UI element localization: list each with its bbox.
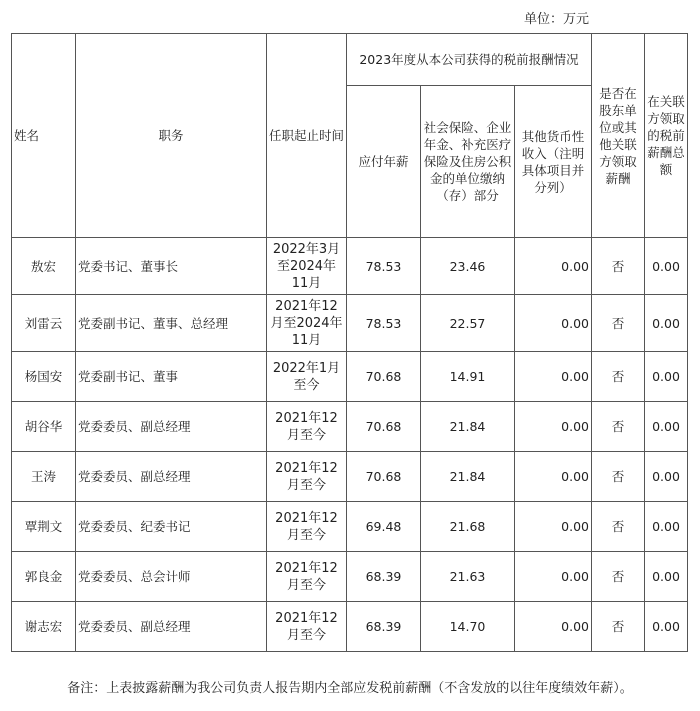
name-cell: 谢志宏 [12,602,76,652]
header-related: 是否在股东单位或其他关联方领取薪酬 [592,34,645,238]
title-cell: 党委副书记、董事 [76,352,267,402]
related-total-cell: 0.00 [645,402,688,452]
related-total-cell: 0.00 [645,502,688,552]
other-cell: 0.00 [515,502,592,552]
header-insurance: 社会保险、企业年金、补充医疗保险及住房公积金的单位缴纳（存）部分 [421,86,515,238]
footnote: 备注：上表披露薪酬为我公司负责人报告期内全部应发税前薪酬（不含发放的以往年度绩效年薪）。 [67,681,633,696]
table-row [12,552,688,602]
title-cell: 党委委员、副总经理 [76,452,267,502]
table-body [12,238,688,652]
period-cell: 2021年12月至今 [267,602,347,652]
header-title: 职务 [76,34,267,238]
related-cell: 否 [592,402,645,452]
header-related-total: 在关联方领取的税前薪酬总额 [645,34,688,238]
other-cell: 0.00 [515,295,592,352]
other-cell: 0.00 [515,602,592,652]
related-cell: 否 [592,452,645,502]
table-row [12,402,688,452]
salary-cell: 70.68 [347,452,421,502]
insurance-cell: 21.84 [421,452,515,502]
other-cell: 0.00 [515,402,592,452]
table-row [12,502,688,552]
other-cell: 0.00 [515,352,592,402]
related-total-cell: 0.00 [645,552,688,602]
other-cell: 0.00 [515,452,592,502]
title-cell: 党委委员、总会计师 [76,552,267,602]
title-cell: 党委副书记、董事、总经理 [76,295,267,352]
compensation-table [11,33,688,652]
name-cell: 郭良金 [12,552,76,602]
related-cell: 否 [592,295,645,352]
related-cell: 否 [592,502,645,552]
related-cell: 否 [592,352,645,402]
related-total-cell: 0.00 [645,238,688,295]
period-cell: 2022年3月至2024年11月 [267,238,347,295]
other-cell: 0.00 [515,552,592,602]
insurance-cell: 14.91 [421,352,515,402]
salary-cell: 70.68 [347,352,421,402]
name-cell: 杨国安 [12,352,76,402]
title-cell: 党委委员、纪委书记 [76,502,267,552]
table-row [12,352,688,402]
name-cell: 覃荆文 [12,502,76,552]
name-cell: 王涛 [12,452,76,502]
title-cell: 党委委员、副总经理 [76,602,267,652]
table-row [12,295,688,352]
name-cell: 胡谷华 [12,402,76,452]
related-cell: 否 [592,552,645,602]
table-row [12,238,688,295]
salary-cell: 69.48 [347,502,421,552]
insurance-cell: 21.68 [421,502,515,552]
salary-cell: 70.68 [347,402,421,452]
period-cell: 2022年1月至今 [267,352,347,402]
header-name: 姓名 [12,34,76,238]
insurance-cell: 14.70 [421,602,515,652]
header-row-1 [12,34,688,86]
salary-cell: 78.53 [347,295,421,352]
name-cell: 刘雷云 [12,295,76,352]
related-total-cell: 0.00 [645,452,688,502]
title-cell: 党委书记、董事长 [76,238,267,295]
other-cell: 0.00 [515,238,592,295]
period-cell: 2021年12月至今 [267,452,347,502]
related-total-cell: 0.00 [645,602,688,652]
table-row [12,452,688,502]
period-cell: 2021年12月至今 [267,502,347,552]
name-cell: 敖宏 [12,238,76,295]
salary-cell: 68.39 [347,602,421,652]
insurance-cell: 23.46 [421,238,515,295]
related-cell: 否 [592,238,645,295]
period-cell: 2021年12月至2024年11月 [267,295,347,352]
header-other: 其他货币性收入（注明具体项目并分列） [515,86,592,238]
table-row [12,602,688,652]
header-salary: 应付年薪 [347,86,421,238]
period-cell: 2021年12月至今 [267,402,347,452]
salary-cell: 78.53 [347,238,421,295]
related-total-cell: 0.00 [645,295,688,352]
period-cell: 2021年12月至今 [267,552,347,602]
insurance-cell: 21.63 [421,552,515,602]
related-cell: 否 [592,602,645,652]
related-total-cell: 0.00 [645,352,688,402]
insurance-cell: 22.57 [421,295,515,352]
header-period: 任职起止时间 [267,34,347,238]
title-cell: 党委委员、副总经理 [76,402,267,452]
insurance-cell: 21.84 [421,402,515,452]
header-group: 2023年度从本公司获得的税前报酬情况 [347,34,592,86]
salary-cell: 68.39 [347,552,421,602]
unit-label: 单位：万元 [523,12,589,27]
